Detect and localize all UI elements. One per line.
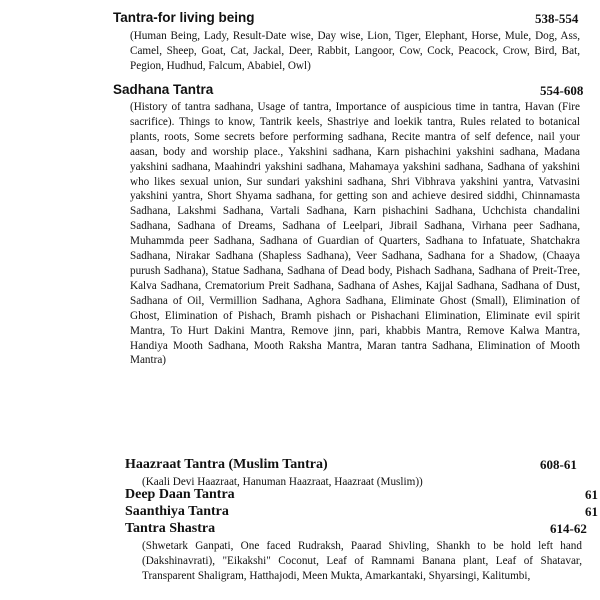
entry-heading: Tantra Shastra	[125, 521, 216, 536]
entry-heading: Sadhana Tantra	[113, 82, 214, 97]
entry-page-range: 614-62	[550, 521, 587, 536]
entry-page-range: 608-61	[540, 457, 577, 472]
entry-heading: Saanthiya Tantra	[125, 504, 229, 519]
entry-description: (History of tantra sadhana, Usage of tantra, Importance of auspicious time in tantra, Havan (Fire sacrifice). Things to know, Tantrik keels, Shastriye and loekik tantra, Rules related to botanical plants, roots, Some secrets before performing sadhana, Recite mantra of self defence, nail your aasan, body and worship place., Yakshini sadhana, Karn pishachini yakshini sadhana, Madana yakshini sadhana, Maahindri yakshini sadhana, Mahamaya yakshini sadhana, Sadhana of yakshini who likes sexual union, Sur sundari yakshini sadhana, Shri Vibhrava yakshini yantra, Vatvasini yakshini yantra, Short Shyama sadhana, for getting son and achieve desired siddhi, Chinnamasta Sadhana, Lakshmi Sadhana, Vartali Sadhana, Karn pishachini Sadhana, Uchchista chandalini Sadhana, Sadhana of Dreams, Sadhana of Leelpari, Jibrail Sadhana, Virhana peer Sadhana, Muhammda peer Sadhana, Sadhana of Guardian of Quarters, Sadhana to Infatuate, Shatchakra Sadhana, Nirakar Sadhana (Shapless Sadhana), Veer Sadhana, Sadhana for a Shadow, (Chaaya purush Sadhana), Statue Sadhana, Sadhana of Dead body, Pishach Sadhana, Sadhana of Preit-Tree, Kalva Sadhana, Crematorium Preit Sadhana, Sadhana of Ashes, Kajjal Sadhana, Sadhana of Dust, Sadhana of Oil, Vermillion Sadhana, Aghora Sadhana, Eliminate Ghost (Small), Elimination of Ghost, Elimination of Pishach, Bramh pishach or Pishachani Elimination, Eliminate evil spirit Mantra, To Hurt Dakini Mantra, Remove jinn, pari, khabbis Mantra, Remove Kalwa Mantra, Handiya Mooth Sadhana, Mooth Raksha Mantra, Maran tantra Sadhana, Elimination of Mooth Mantra)	[130, 101, 580, 367]
entry-description: (Shwetark Ganpati, One faced Rudraksh, Paarad Shivling, Shankh to be hold left hand (Dakshinavrati), "Eikakshi" Coconut, Leaf of Ramnami Banana plant, Leaf of Shatavar, Transparent Shaligram, Hatthajodi, Meen Mukta, Amarkantaki, Shyarsingi, Kalitumbi,	[142, 540, 582, 582]
entry-page-range: 538-554	[535, 11, 579, 26]
entry-heading: Deep Daan Tantra	[125, 487, 235, 502]
entry-page-range: 61	[585, 504, 598, 519]
entry-page-range: 61	[585, 487, 598, 502]
entry-page-range: 554-608	[540, 83, 584, 98]
entry-description: (Human Being, Lady, Result-Date wise, Day wise, Lion, Tiger, Elephant, Horse, Mule, Dog, Ass, Camel, Sheep, Goat, Cat, Jackal, Deer, Rabbit, Langoor, Cow, Cock, Peacock, Crow, Bird, Bat, Pegion, Hudhud, Falcum, Ababiel, Owl)	[130, 30, 580, 72]
entry-description: (Kaali Devi Haazraat, Hanuman Haazraat, Haazraat (Muslim))	[142, 476, 423, 488]
entry-heading: Tantra-for living being	[113, 10, 255, 25]
entry-heading: Haazraat Tantra (Muslim Tantra)	[125, 457, 328, 472]
